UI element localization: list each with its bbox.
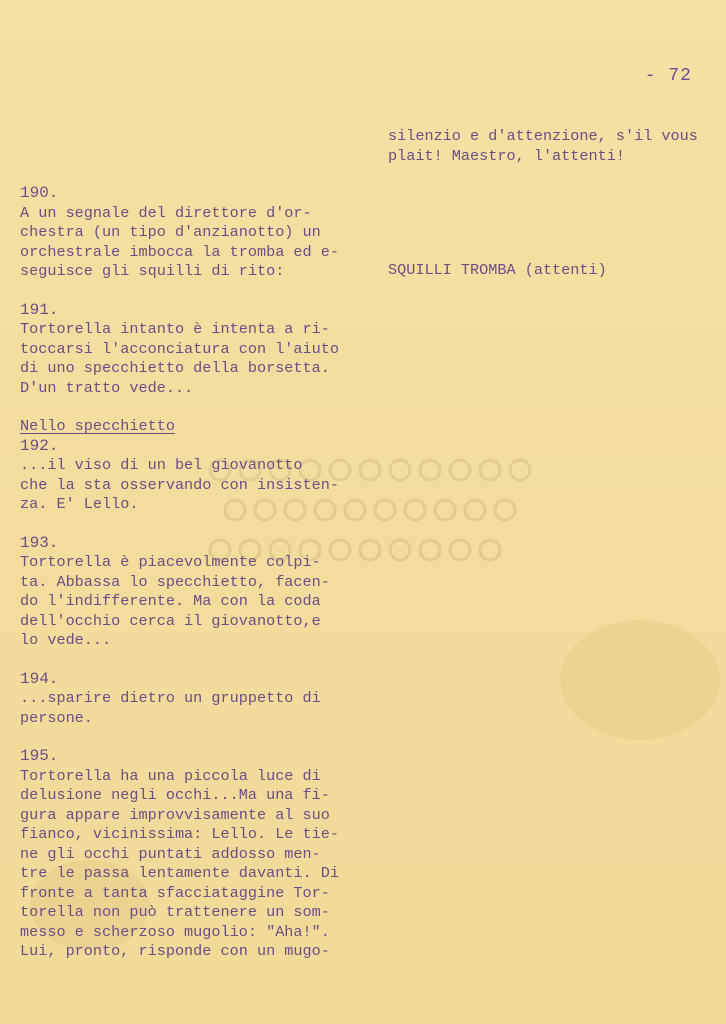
scene-heading-block: [20, 417, 380, 437]
shot-line: ...il viso di un bel giovanotto: [20, 456, 303, 474]
shot-line: D'un tratto vede...: [20, 378, 194, 397]
shot-list: [20, 184, 380, 962]
shot-line: fronte a tanta sfacciataggine Tor-: [20, 883, 330, 902]
shot-number: 195.: [20, 747, 59, 765]
paper-stain: [560, 620, 720, 740]
shot-line: orchestrale imbocca la tromba ed e-: [20, 242, 339, 261]
shot-line: Tortorella intanto è intenta a ri-: [20, 320, 330, 338]
shot-line: toccarsi l'acconciatura con l'aiuto: [20, 339, 339, 358]
shot-line: delusione negli occhi...Ma una fi-: [20, 786, 330, 804]
shot-line: do l'indifferente. Ma con la coda: [20, 592, 321, 610]
shot-number: 193.: [20, 533, 59, 552]
shot-line: messo e scherzoso mugolio: "Aha!".: [20, 922, 330, 941]
shot-192: [20, 437, 380, 515]
shot-line: fianco, vicinissima: Lello. Le tie-: [20, 825, 339, 843]
shot-193: [20, 534, 380, 651]
shot-line: ta. Abbassa lo specchietto, facen-: [20, 572, 330, 591]
shot-194: [20, 670, 380, 729]
shot-line: torella non può trattenere un som-: [20, 903, 330, 921]
shot-line: seguisce gli squilli di rito:: [20, 262, 285, 280]
shot-line: che la sta osservando con insisten-: [20, 475, 339, 494]
shot-line: Tortorella ha una piccola luce di: [20, 766, 321, 785]
shot-line: ...sparire dietro un gruppetto di: [20, 689, 321, 707]
shot-line: A un segnale del direttore d'or-: [20, 203, 312, 222]
dialogue-block: [388, 127, 726, 166]
shot-number: 191.: [20, 300, 59, 319]
shot-line: persone.: [20, 708, 93, 727]
shot-line: Lui, pronto, risponde con un mugo-: [20, 942, 330, 960]
shot-line: gura appare improvvisamente al suo: [20, 805, 330, 824]
shot-number: 192.: [20, 436, 59, 455]
shot-line: za. E' Lello.: [20, 495, 139, 513]
shot-195: [20, 747, 380, 962]
shot-line: tre le passa lentamente davanti. Di: [20, 864, 339, 882]
scene-heading: Nello specchietto: [20, 417, 175, 435]
shot-191: [20, 301, 380, 399]
shot-line: ne gli occhi puntati addosso men-: [20, 844, 321, 863]
shot-line: lo vede...: [20, 631, 112, 649]
dialogue-line: silenzio e d'attenzione, s'il vous: [388, 127, 698, 145]
shot-line: dell'occhio cerca il giovanotto,e: [20, 611, 321, 630]
shot-number: 194.: [20, 669, 59, 688]
dialogue-line: plait! Maestro, l'attenti!: [388, 146, 625, 165]
sound-cue: SQUILLI TROMBA (attenti): [388, 261, 607, 279]
shot-line: chestra (un tipo d'anzianotto) un: [20, 223, 321, 241]
shot-190: [20, 184, 380, 282]
shot-number: 190.: [20, 184, 59, 202]
page-number: - 72: [644, 66, 692, 86]
shot-line: di uno specchietto della borsetta.: [20, 359, 330, 377]
shot-line: Tortorella è piacevolmente colpi-: [20, 553, 321, 571]
